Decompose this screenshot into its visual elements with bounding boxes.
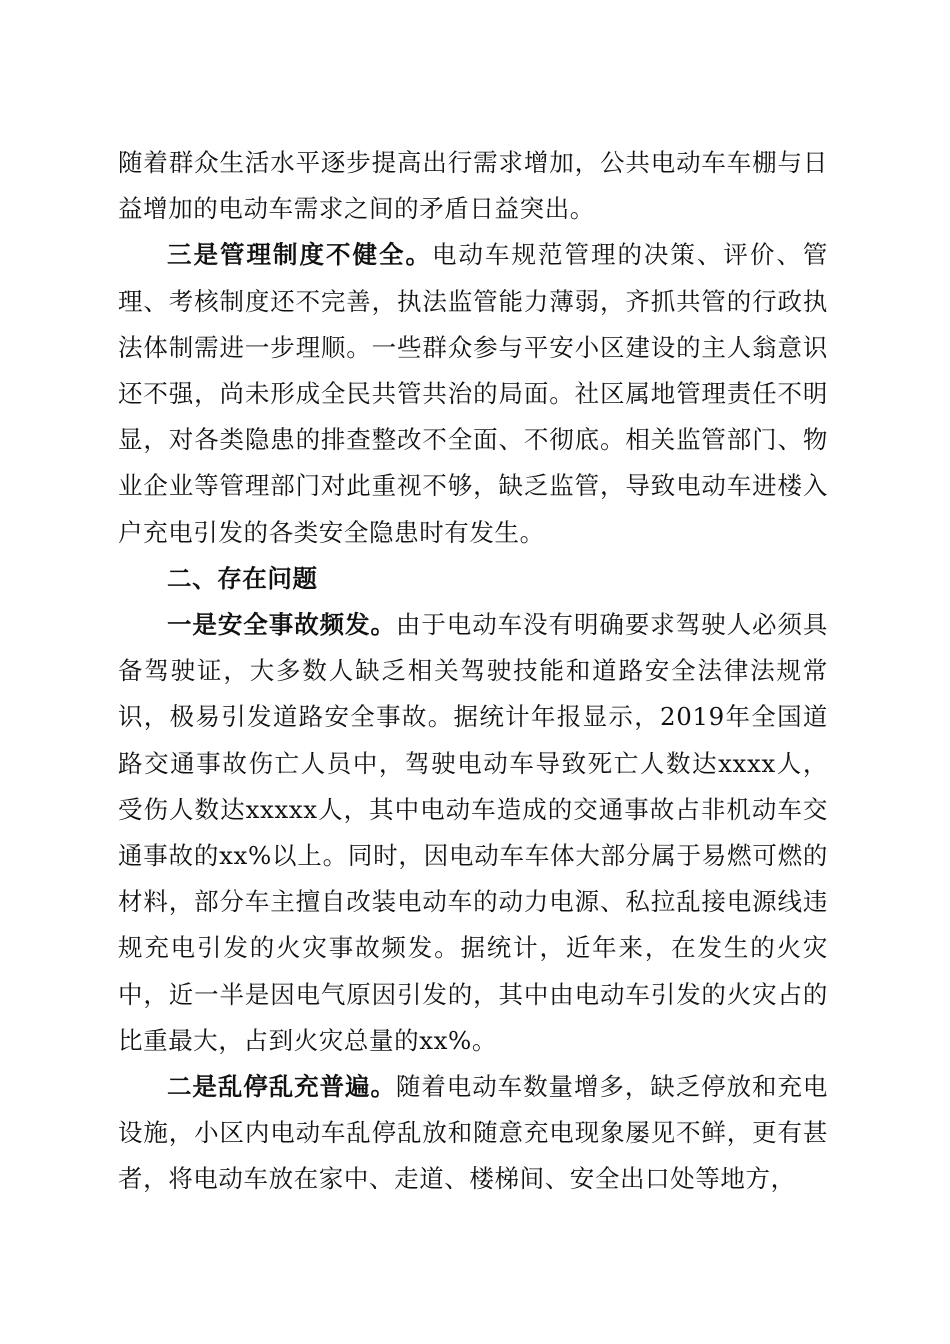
paragraph-text: 电动车规范管理的决策、评价、管理、考核制度还不完善，执法监管能力薄弱，齐抓共管的行政执法体制需进一步理顺。一些群众参与平安小区建设的主人翁意识还不强，尚未形成全民共管共治的局面。社区属地管理责任不明显，对各类隐患的排查整改不全面、不彻底。相关监管部门、物业企业等管理部门对此重视不够，缺乏监管，导致电动车进楼入户充电引发的各类安全隐患时有发生。 (118, 240, 829, 547)
paragraph-lead: 二是乱停乱充普遍。 (167, 1072, 396, 1102)
paragraph-safety-accidents (118, 602, 828, 1064)
paragraph-parking-charging (118, 1064, 828, 1203)
paragraph-lead: 一是安全事故频发。 (167, 610, 396, 640)
paragraph-text: 随着电动车数量增多，缺乏停放和充电设施，小区内电动车乱停乱放和随意充电现象屡见不鲜，更有甚者，将电动车放在家中、走道、楼梯间、安全出口处等地方， (118, 1072, 828, 1194)
paragraph-text: 随着群众生活水平逐步提高出行需求增加，公共电动车车棚与日益增加的电动车需求之间的矛盾日益突出。 (118, 148, 828, 224)
paragraph-lead: 三是管理制度不健全。 (167, 240, 432, 270)
paragraph-text: 由于电动车没有明确要求驾驶人必须具备驾驶证，大多数人缺乏相关驾驶技能和道路安全法律法规常识，极易引发道路安全事故。据统计年报显示，2019年全国道路交通事故伤亡人员中，驾驶电动车导致死亡人数达xxxx人，受伤人数达xxxxx人，其中电动车造成的交通事故占非机动车交通事故的xx%以上。同时，因电动车车体大部分属于易燃可燃的材料，部分车主擅自改装电动车的动力电源、私拉乱接电源线违规充电引发的火灾事故频发。据统计，近年来，在发生的火灾中，近一半是因电气原因引发的，其中由电动车引发的火灾占的比重最大，占到火灾总量的xx%。 (118, 610, 828, 1055)
paragraph-continuation (118, 140, 828, 232)
paragraph-management-system (118, 232, 828, 555)
section-heading: 二、存在问题 (167, 563, 318, 593)
document-body (118, 140, 828, 1203)
